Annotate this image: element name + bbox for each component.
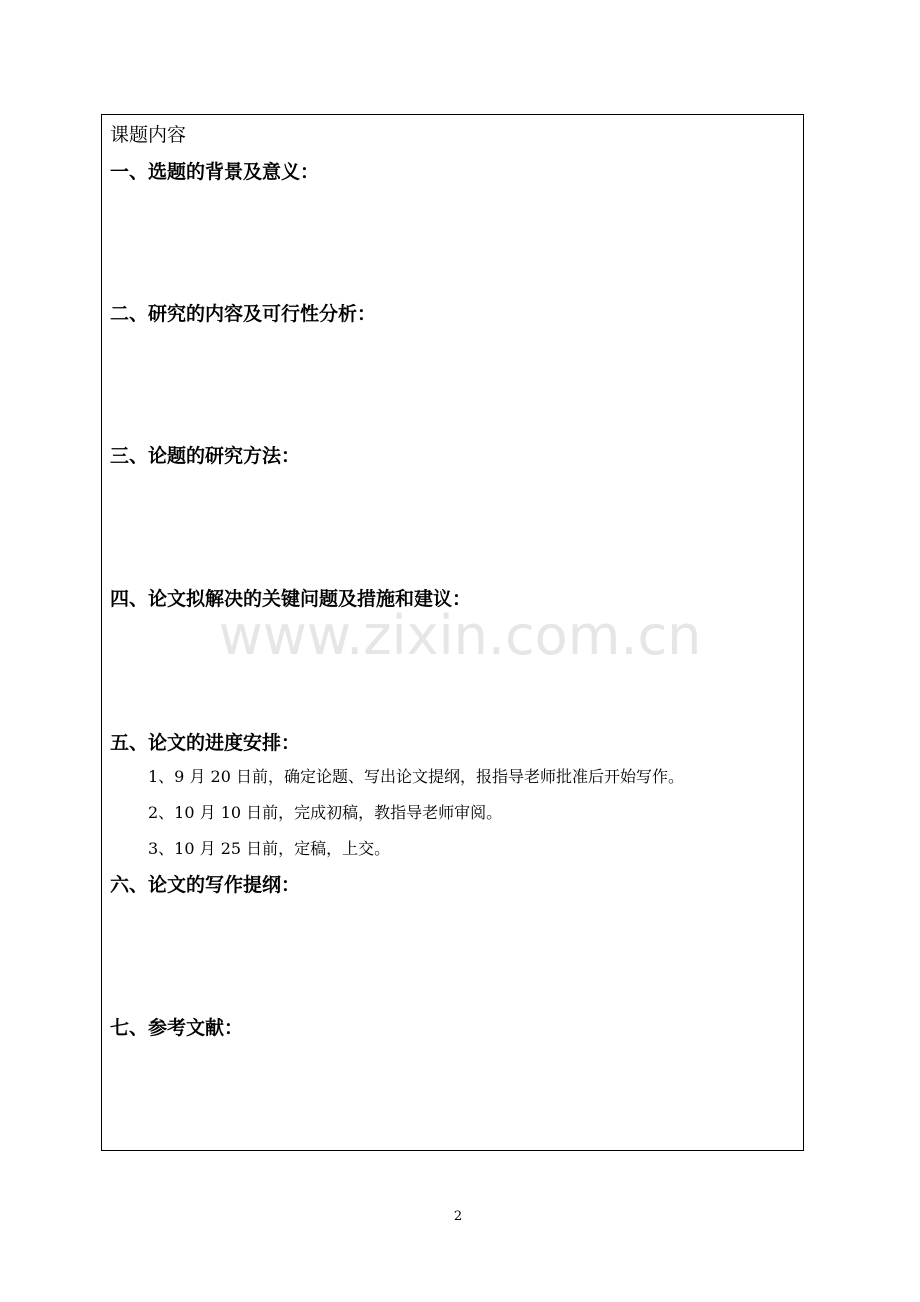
section-heading-schedule: 五、论文的进度安排： (110, 732, 301, 754)
section-heading-background: 一、选题的背景及意义： (110, 161, 320, 183)
watermark: www.zixin.com.cn (218, 604, 702, 667)
section-heading-references: 七、参考文献： (110, 1017, 244, 1039)
schedule-item: 3、10 月 25 日前，定稿，上交。 (148, 839, 391, 858)
section-heading-outline: 六、论文的写作提纲： (110, 874, 301, 896)
box-title: 课题内容 (110, 124, 187, 146)
schedule-item: 1、9 月 20 日前，确定论题、写出论文提纲，报指导老师批准后开始写作。 (148, 767, 684, 786)
section-heading-research-method: 三、论题的研究方法： (110, 445, 301, 467)
section-heading-key-problems: 四、论文拟解决的关键问题及措施和建议： (110, 588, 472, 610)
schedule-item: 2、10 月 10 日前，完成初稿，教指导老师审阅。 (148, 803, 503, 822)
section-heading-research-content: 二、研究的内容及可行性分析： (110, 303, 377, 325)
page-number: 2 (453, 1209, 463, 1224)
topic-content-box (101, 114, 804, 1151)
